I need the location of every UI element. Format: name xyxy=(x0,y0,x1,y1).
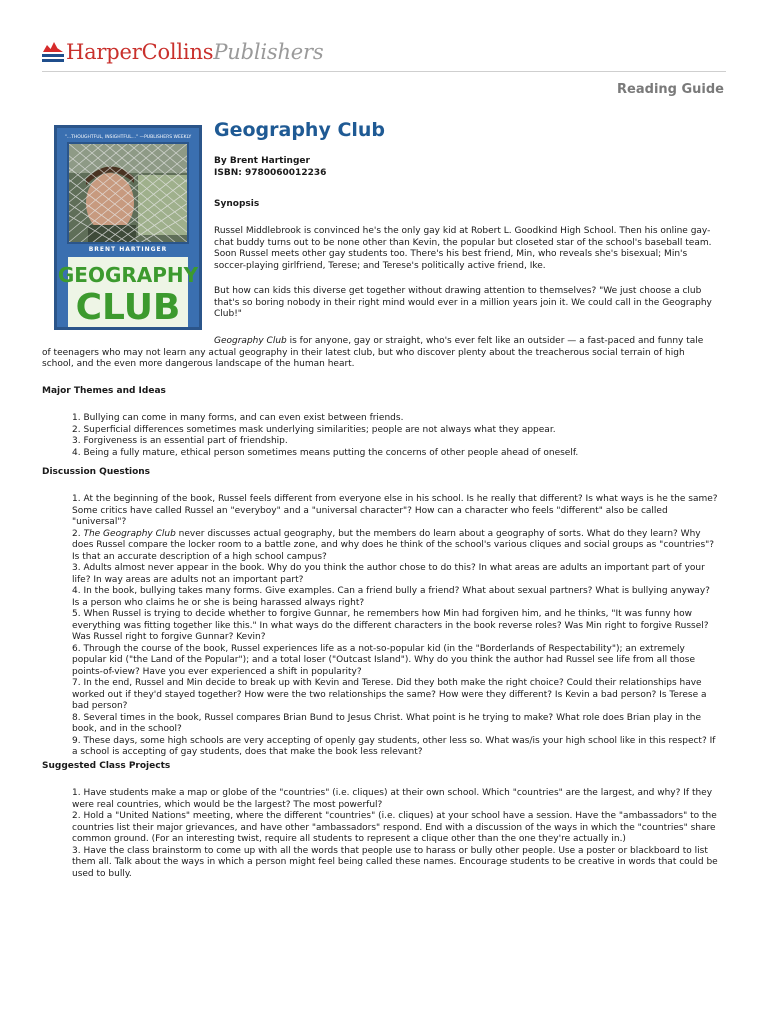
synopsis-paragraph-2: But how can kids this diverse get together without drawing attention to themselves? "We just choose a club that's so boring nobody in their right mind would ever in a million years join it. We could call in the Geography Club!" xyxy=(214,286,712,319)
cover-title-line2: CLUB xyxy=(75,287,181,328)
question-italic-title: The Geography Club xyxy=(83,528,176,539)
publisher-suffix: Publishers xyxy=(213,39,324,64)
question-number: 2. xyxy=(72,528,84,539)
author-line: By Brent Hartinger xyxy=(214,156,310,166)
theme-item: 2. Superficial differences sometimes mask underlying similarities; people are not always what they appear. xyxy=(72,424,556,435)
cover-author: BRENT HARTINGER xyxy=(88,246,168,253)
question-item: 6. Through the course of the book, Russel experiences life as a not-so-popular kid (in the "Borderlands of Respectability"); an extremely popular kid ("the Land of the Popular"); and a total loser ("Outcast Island"). Why do you think the author had Russel see life from all those points-of-view? Have you ever experienced a shift in popularity? xyxy=(72,643,695,677)
reading-guide-label: Reading Guide xyxy=(617,82,724,97)
question-item: 9. These days, some high schools are very accepting of openly gay students, other less so. What was/is your high school like in this respect? If a school is accepting of gay students, does that make the book less relevant? xyxy=(72,735,716,757)
theme-item: 4. Being a fully mature, ethical person sometimes means putting the concerns of other people ahead of oneself. xyxy=(72,447,579,458)
question-item: 3. Adults almost never appear in the book. Why do you think the author chose to do this? In what areas are adults an important part of your life? In way areas are adults not an important part? xyxy=(72,563,705,585)
synopsis-paragraph-1: Russel Middlebrook is convinced he's the only gay kid at Robert L. Goodkind High School. Then his online gay-chat buddy turns out to be none other than Kevin, the popular but closeted star of the school's baseball team. Soon Russel meets other gay students too. There's his best friend, Min, who reveals she's bisexual; Min's soccer-playing girlfriend, Terese; and Terese's politically active friend, Ike. xyxy=(214,226,712,271)
projects-heading: Suggested Class Projects xyxy=(42,761,171,771)
synopsis-paragraph-3 xyxy=(42,336,714,371)
themes-list xyxy=(72,413,718,459)
synopsis-heading: Synopsis xyxy=(214,199,260,209)
fire-and-water-icon xyxy=(42,41,64,63)
question-item: 4. In the book, bullying takes many forms. Give examples. Can a friend bully a friend? What about sexual partners? What is bullying anyway? Is a person who claims he or she is being harassed always right? xyxy=(72,586,710,608)
discussion-list xyxy=(72,494,718,759)
book-title: Geography Club xyxy=(214,119,386,141)
discussion-heading: Discussion Questions xyxy=(42,467,151,477)
project-item: 3. Have the class brainstorm to come up with all the words that people use to harass or bully other people. Use a poster or blackboard to list them all. Talk about the ways in which a person might feel being called these names. Encourage students to be creative in words that could be used to bully. xyxy=(72,845,718,879)
publisher-logo xyxy=(42,38,323,66)
header-divider xyxy=(42,71,726,72)
theme-item: 1. Bullying can come in many forms, and can even exist between friends. xyxy=(72,413,404,423)
projects-list xyxy=(72,788,718,880)
isbn-line: ISBN: 9780060012236 xyxy=(214,168,327,178)
cover-quote: "...THOUGHTFUL, INSIGHTFUL..." —PUBLISHERS WEEKLY xyxy=(64,135,192,140)
book-cover-image xyxy=(54,125,202,330)
book-title-italic: Geography Club xyxy=(214,336,287,346)
publisher-wordmark xyxy=(66,39,324,64)
question-item: 5. When Russel is trying to decide whether to forgive Gunnar, he remembers how Min had forgiven him, and he thinks, "It was funny how everything was fitting together like this." In what ways do the different characters in the book reverse roles? Was Min right to forgive Russel? Was Russel right to forgive Gunnar? Kevin? xyxy=(72,609,709,642)
cover-title-line1: GEOGRAPHY xyxy=(57,263,199,287)
themes-heading: Major Themes and Ideas xyxy=(42,386,166,396)
question-item xyxy=(72,529,718,564)
question-text: never discusses actual geography, but the members do learn about a geography of sorts. What do they learn? Why does Russel compare the locker room to a battle zone, and why does he think of the school's various cliques and social groups as "countries"? Is that an accurate description of a high school campus? xyxy=(72,528,715,562)
question-item: 8. Several times in the book, Russel compares Brian Bund to Jesus Christ. What point is he trying to make? What role does Brian play in the book, and in the school? xyxy=(72,712,701,734)
project-item: 1. Have students make a map or globe of the "countries" (i.e. cliques) at their own school. Which "countries" are the largest, and why? If they were real countries, which would be the largest? The most powerful? xyxy=(72,788,713,810)
theme-item: 3. Forgiveness is an essential part of friendship. xyxy=(72,436,288,446)
publisher-name: HarperCollins xyxy=(66,39,214,64)
question-item: 7. In the end, Russel and Min decide to break up with Kevin and Terese. Did they both make the right choice? Could their relationships have worked out if they'd stayed together? How were the two relationships the same? How were they different? Is Kevin a bad person? Is Terese a bad person? xyxy=(72,678,707,711)
project-item: 2. Hold a "United Nations" meeting, where the different "countries" (i.e. cliques) at your school have a session. Have the "ambassadors" to the countries list their major grievances, and have other "ambassadors" respond. End with a discussion of the ways in which the "countries" share common ground. (For an interesting twist, require all students to represent a clique other than the one they're actually in.) xyxy=(72,811,717,844)
book-meta xyxy=(214,155,326,179)
synopsis-paragraph-3-text: is for anyone, gay or straight, who's ever felt like an outsider — a fast-paced and funny tale of teenagers who may not learn any actual geography in their latest club, but who discover plenty about the treacherous social terrain of high school, and the even more dangerous landscape of the human heart. xyxy=(42,336,704,369)
question-item: 1. At the beginning of the book, Russel feels different from everyone else in his school. Is he really that different? Is what ways is he the same? Some critics have called Russel an "everyboy" and a "universal character"? How can a character who feels "different" also be called "universal"? xyxy=(72,494,718,527)
